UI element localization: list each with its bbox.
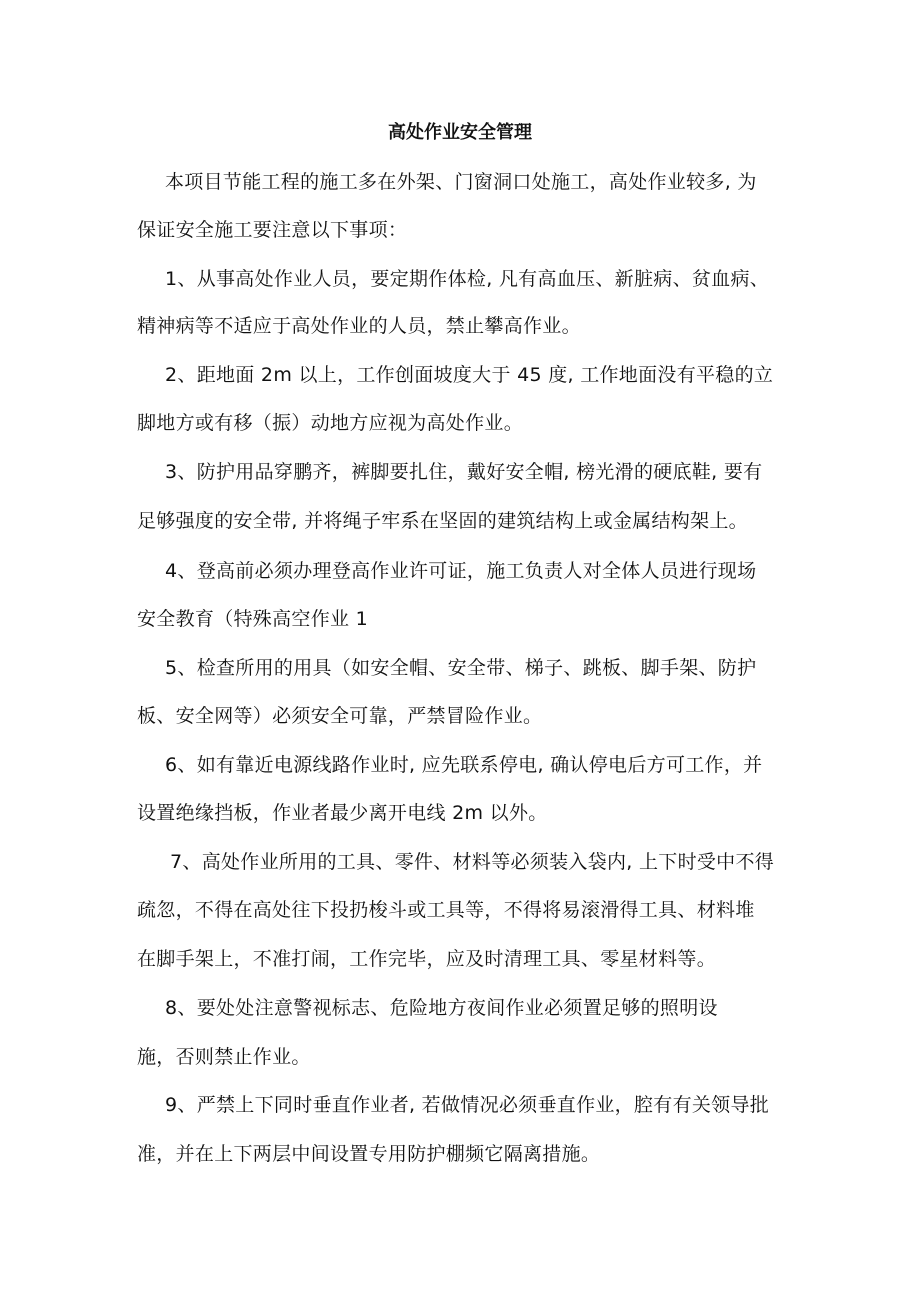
item-7-line-2: 疏忽，不得在高处往下投扔梭斗或工具等，不得将易滚滑得工具、材料堆 (137, 899, 755, 921)
item-9-line-1: 9、严禁上下同时垂直作业者, 若做情况必须垂直作业，腔有有关领导批 (165, 1094, 770, 1116)
item-6-line-1: 6、如有靠近电源线路作业时, 应先联系停电, 确认停电后方可工作，并 (165, 754, 763, 776)
item-8-line-1: 8、要处处注意警视标志、危险地方夜间作业必须置足够的照明设 (165, 997, 718, 1019)
item-2-line-1: 2、距地面 2m 以上，工作创面坡度大于 45 度, 工作地面没有平稳的立 (165, 364, 774, 386)
item-8-line-2: 施，否则禁止作业。 (137, 1046, 311, 1068)
item-3-line-2: 足够强度的安全带, 并将绳子牢系在坚固的建筑结构上或金属结构架上。 (137, 510, 748, 532)
paragraph-intro-line-2: 保证安全施工要注意以下事项： (137, 219, 408, 241)
item-5-line-2: 板、安全网等）必须安全可靠，严禁冒险作业。 (137, 705, 543, 727)
item-1-line-2: 精神病等不适应于高处作业的人员，禁止攀高作业。 (137, 315, 581, 337)
paragraph-intro-line-1: 本项目节能工程的施工多在外架、门窗洞口处施工，高处作业较多, 为 (165, 171, 757, 193)
item-9-line-2: 准，并在上下两层中间设置专用防护棚频它隔离措施。 (137, 1143, 601, 1165)
item-7-line-3: 在脚手架上，不准打闹，工作完毕，应及时清理工具、零星材料等。 (137, 948, 717, 970)
item-2-line-2: 脚地方或有移（振）动地方应视为高处作业。 (137, 412, 524, 434)
item-1-line-1: 1、从事高处作业人员，要定期作体检, 凡有高血压、新脏病、贫血病、 (165, 268, 770, 290)
item-3-line-1: 3、防护用品穿鹏齐，裤脚要扎住，戴好安全帽, 榜光滑的硬底鞋, 要有 (165, 461, 763, 483)
item-7-line-1: 7、高处作业所用的工具、零件、材料等必须装入袋内, 上下时受中不得 (170, 851, 775, 873)
document-title: 高处作业安全管理 (388, 122, 532, 143)
item-5-line-1: 5、检查所用的用具（如安全帽、安全带、梯子、跳板、脚手架、防护 (165, 657, 757, 679)
item-6-line-2: 设置绝缘挡板，作业者最少离开电线 2m 以外。 (137, 802, 548, 824)
item-4-line-1: 4、登高前必须办理登高作业许可证，施工负责人对全体人员进行现场 (165, 560, 757, 582)
item-4-line-2: 安全教育（特殊高空作业 1 (137, 608, 369, 630)
